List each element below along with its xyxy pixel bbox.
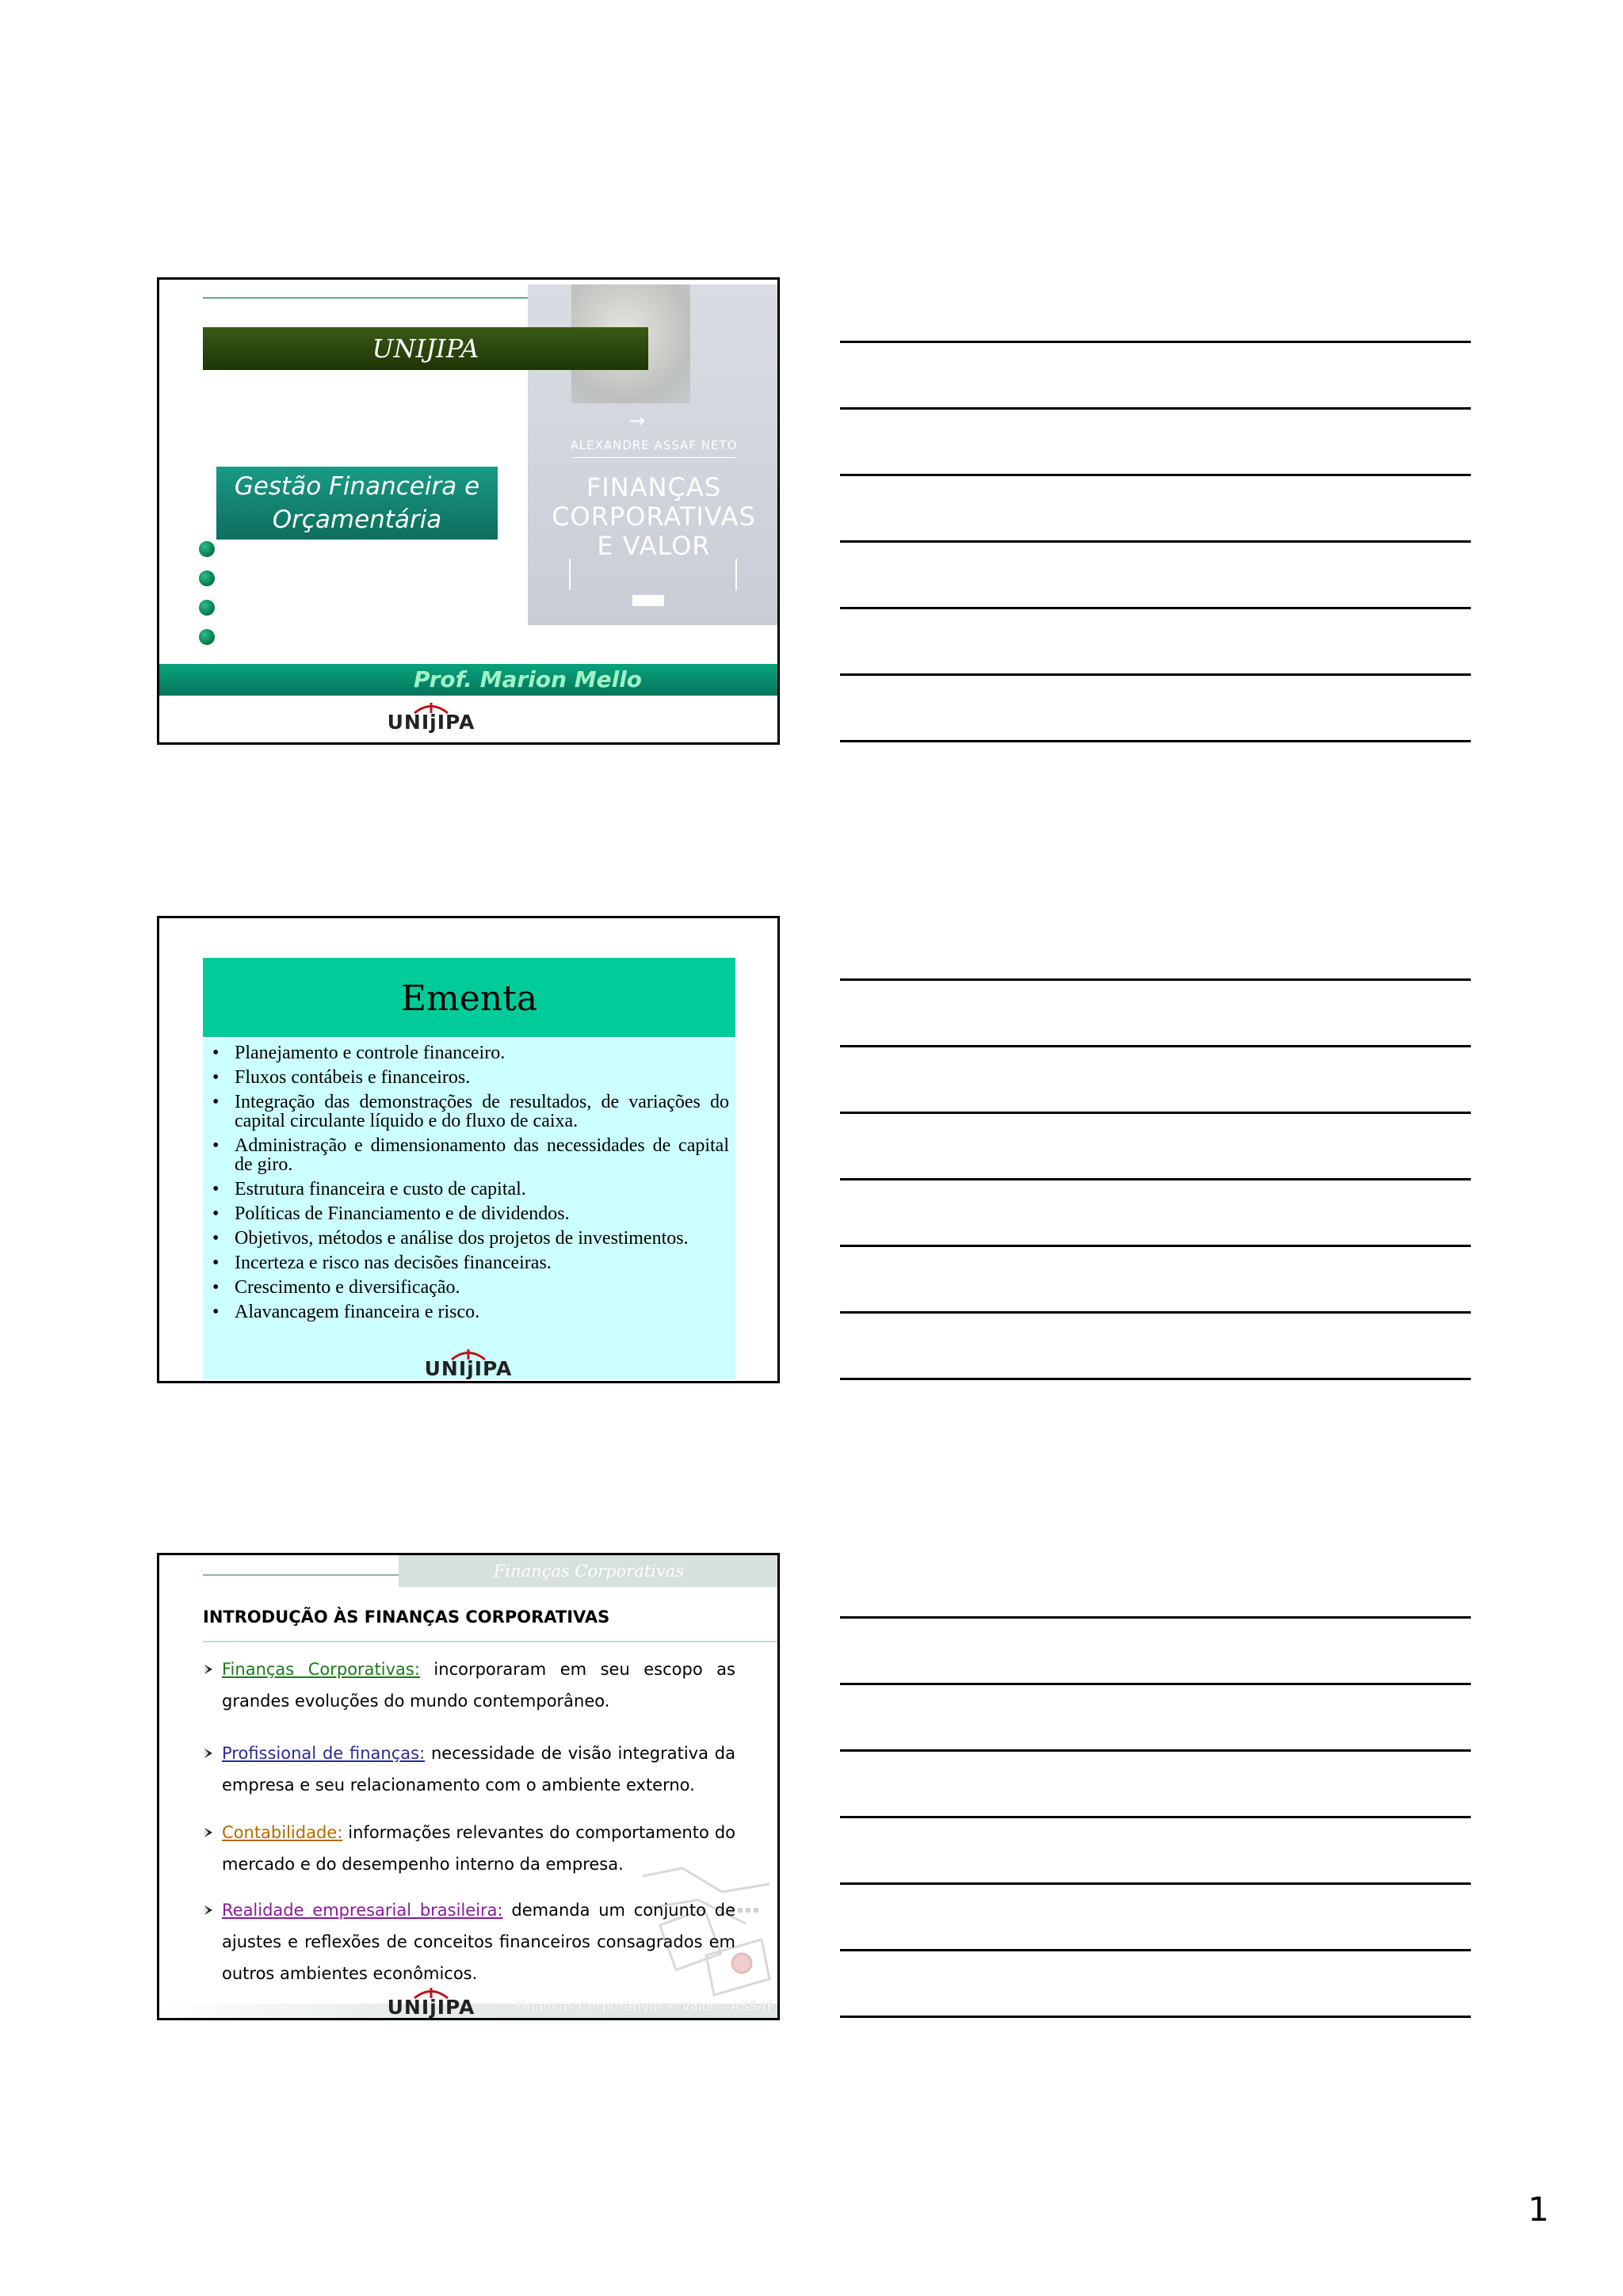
term-description: incorporaram em seu escopo as grandes evoluções do mundo contemporâneo. bbox=[222, 1660, 735, 1711]
book-author: ALEXANDRE ASSAF NETO bbox=[570, 438, 738, 452]
slide-footer-text: Finanças Corporativas e Valor – ASSAF bbox=[515, 1999, 774, 2015]
bullet-dot-icon bbox=[199, 600, 215, 616]
list-item bbox=[203, 1894, 735, 1989]
note-line bbox=[840, 1378, 1471, 1380]
slide-header-band: Finanças Corporativas bbox=[399, 1555, 779, 1587]
list-item: • Fluxos contábeis e financeiros. bbox=[211, 1068, 729, 1087]
course-title-line: Orçamentária bbox=[272, 505, 442, 534]
term-description: necessidade de visão integrativa da empresa e seu relacionamento com o ambiente externo. bbox=[222, 1744, 735, 1794]
note-line bbox=[840, 1882, 1471, 1885]
list-item bbox=[203, 1653, 735, 1717]
note-line bbox=[840, 407, 1471, 410]
slide-2-ementa bbox=[157, 916, 780, 1383]
note-line bbox=[840, 1245, 1471, 1247]
list-item bbox=[203, 1817, 735, 1880]
decorative-line bbox=[572, 457, 735, 458]
logo-text: UNIjIPA bbox=[387, 1996, 475, 2019]
list-item: • Alavancagem financeira e risco. bbox=[211, 1302, 729, 1322]
book-title-line: CORPORATIVAS bbox=[552, 502, 756, 532]
unijipa-logo bbox=[380, 1988, 483, 2020]
professor-name: Prof. Marion Mello bbox=[159, 664, 777, 696]
list-item: • Crescimento e diversificação. bbox=[211, 1278, 729, 1297]
decorative-line bbox=[203, 1574, 399, 1576]
note-line bbox=[840, 1749, 1471, 1752]
page-number: 1 bbox=[1528, 2190, 1549, 2229]
bullet-arrow-icon bbox=[203, 1826, 214, 1839]
note-line bbox=[840, 1311, 1471, 1314]
term-description: informações relevantes do comportamento do mercado e do desempenho interno da empresa. bbox=[222, 1823, 735, 1874]
note-line bbox=[840, 1949, 1471, 1951]
bullet-dot-icon bbox=[199, 570, 215, 586]
list-item: • Objetivos, métodos e análise dos projetos de investimentos. bbox=[211, 1229, 729, 1248]
note-line bbox=[840, 2016, 1471, 2018]
bullet-arrow-icon bbox=[203, 1747, 214, 1760]
course-title-line: Gestão Financeira e bbox=[234, 472, 480, 501]
note-line bbox=[840, 1178, 1471, 1180]
unijipa-logo bbox=[380, 703, 483, 738]
book-title-line: FINANÇAS bbox=[586, 472, 722, 502]
slide-1-title bbox=[157, 277, 780, 745]
unijipa-logo bbox=[417, 1349, 520, 1383]
bullet-arrow-icon bbox=[203, 1663, 214, 1676]
term-description: demanda um conjunto de ajustes e reflexões de conceitos financeiros consagrados em outros ambientes econômicos. bbox=[222, 1901, 735, 1983]
list-item: • Políticas de Financiamento e de dividendos. bbox=[211, 1204, 729, 1223]
decorative-line bbox=[735, 559, 737, 590]
publisher-logo bbox=[632, 595, 664, 606]
note-line bbox=[840, 1683, 1471, 1685]
decorative-line bbox=[203, 1641, 779, 1642]
book-title bbox=[528, 473, 780, 561]
slide-body bbox=[203, 1039, 735, 1379]
term-label: Contabilidade: bbox=[222, 1823, 343, 1842]
note-line bbox=[840, 1616, 1471, 1619]
list-item: • Planejamento e controle financeiro. bbox=[211, 1043, 729, 1062]
slide-3-introducao bbox=[157, 1553, 780, 2020]
bullet-dot-icon bbox=[199, 629, 215, 645]
note-line bbox=[840, 341, 1471, 343]
note-line bbox=[840, 1112, 1471, 1114]
slide-title: Ementa bbox=[203, 958, 735, 1037]
note-line bbox=[840, 540, 1471, 543]
list-item: • Integração das demonstrações de resultados, de variações do capital circulante líquido e do fluxo de caixa. bbox=[211, 1093, 729, 1131]
note-line bbox=[840, 474, 1471, 476]
note-line bbox=[840, 740, 1471, 742]
institution-banner: UNIJIPA bbox=[203, 327, 648, 370]
term-label: Finanças Corporativas: bbox=[222, 1660, 420, 1679]
bullet-dot-icon bbox=[199, 541, 215, 557]
course-title bbox=[216, 467, 498, 540]
list-item bbox=[203, 1737, 735, 1801]
note-line bbox=[840, 673, 1471, 676]
note-line bbox=[840, 978, 1471, 981]
book-title-line: E VALOR bbox=[597, 531, 711, 561]
list-item: • Administração e dimensionamento das necessidades de capital de giro. bbox=[211, 1136, 729, 1174]
logo-text: UNIjIPA bbox=[424, 1357, 513, 1380]
ementa-list bbox=[211, 1043, 735, 1327]
bullet-arrow-icon bbox=[203, 1904, 214, 1917]
note-line bbox=[840, 1045, 1471, 1047]
list-item: • Estrutura financeira e custo de capital. bbox=[211, 1180, 729, 1199]
logo-text: UNIjIPA bbox=[387, 711, 475, 734]
slide-heading: INTRODUÇÃO ÀS FINANÇAS CORPORATIVAS bbox=[203, 1608, 610, 1627]
decorative-line bbox=[569, 559, 571, 590]
term-label: Profissional de finanças: bbox=[222, 1744, 426, 1763]
note-line bbox=[840, 607, 1471, 609]
list-item: • Incerteza e risco nas decisões financeiras. bbox=[211, 1253, 729, 1272]
term-label: Realidade empresarial brasileira: bbox=[222, 1901, 503, 1920]
arrow-icon: → bbox=[629, 410, 646, 432]
note-line bbox=[840, 1816, 1471, 1818]
